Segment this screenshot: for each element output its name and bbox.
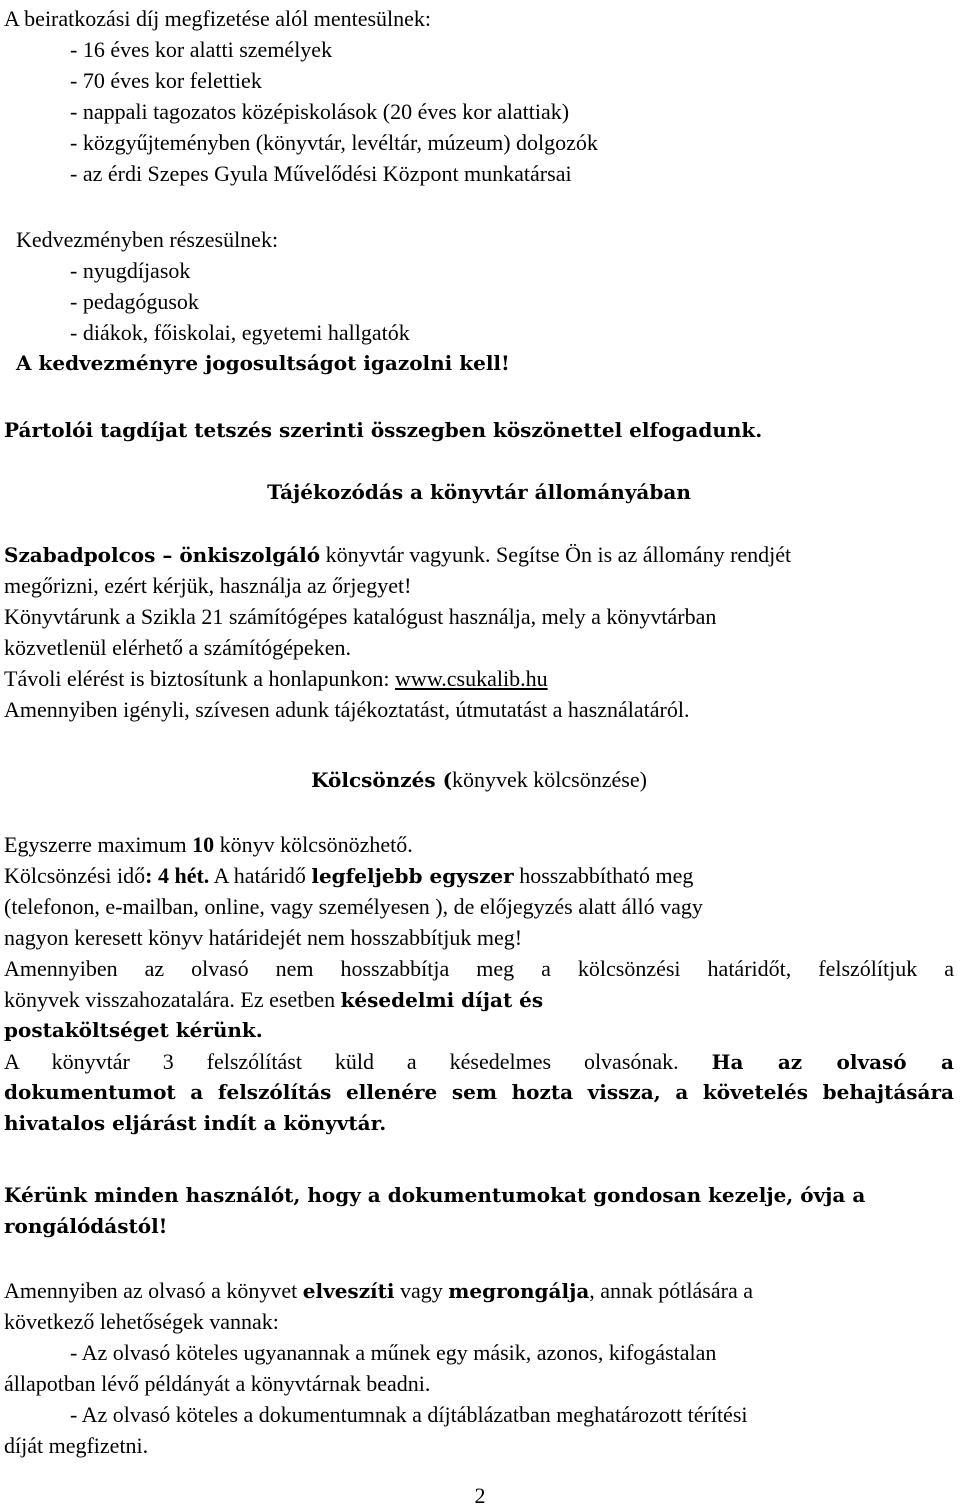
lending-notice-line1	[4, 1046, 954, 1077]
discount-note: A kedvezményre jogosultságot igazolni kell!	[16, 351, 510, 375]
lost-line1d: megrongálja	[448, 1279, 590, 1303]
lending-title-bold: Kölcsönzés (	[311, 768, 453, 792]
lending-notice-line1a: A könyvtár 3 felszólítást küld a késedelmes olvasónak.	[4, 1049, 712, 1074]
lending-late-line2a: könyvek visszahozatalára. Ez esetben	[4, 987, 341, 1012]
lost-section	[4, 1275, 954, 1461]
lending-late-line2	[4, 984, 954, 1015]
discount-item: - nyugdíjasok	[70, 258, 191, 283]
lending-notice-line3: hivatalos eljárást indít a könyvtár.	[4, 1111, 387, 1135]
orientation-title: Tájékozódás a könyvtár állományában	[267, 480, 691, 504]
exempt-item: - közgyűjteményben (könyvtár, levéltár, múzeum) dolgozók	[70, 130, 598, 155]
lending-late-line2b: késedelmi díjat és	[340, 988, 544, 1012]
exempt-section	[4, 3, 954, 189]
discount-item: - pedagógusok	[70, 289, 199, 314]
page-number: 2	[474, 1483, 486, 1508]
orientation-p2-line2: közvetlenül elérhető a számítógépeken.	[4, 635, 351, 660]
lending-section	[4, 764, 954, 795]
exempt-item: - nappali tagozatos középiskolások (20 éves kor alattiak)	[70, 99, 570, 124]
self-service-label: Szabadpolcos – önkiszolgáló	[4, 543, 321, 567]
lending-time-line2: (telefonon, e-mailban, online, vagy személyesen ), de előjegyzés alatt álló vagy	[4, 894, 703, 919]
orientation-p1	[4, 539, 954, 570]
lending-time-d: legfeljebb egyszer	[311, 864, 514, 888]
lost-line1c: vagy	[394, 1278, 449, 1303]
lending-time-a: Kölcsönzési idő	[4, 863, 146, 888]
care-line1: Kérünk minden használót, hogy a dokumentumokat gondosan kezelje, óvja a	[4, 1183, 866, 1207]
lost-line1e: , annak pótlására a	[589, 1278, 753, 1303]
exempt-item: - 70 éves kor felettiek	[70, 68, 262, 93]
lost-line2: következő lehetőségek vannak:	[4, 1309, 279, 1334]
lost-line1	[4, 1275, 954, 1306]
orientation-p4: Amennyiben igényli, szívesen adunk tájékoztatást, útmutatást a használatáról.	[4, 697, 690, 722]
discount-item: - diákok, főiskolai, egyetemi hallgatók	[70, 320, 410, 345]
lending-max	[4, 829, 954, 860]
exempt-heading: A beiratkozási díj megfizetése alól mentesülnek:	[4, 6, 432, 31]
lending-time	[4, 860, 954, 891]
lost-option-1-line1: - Az olvasó köteles ugyanannak a műnek egy másik, azonos, kifogástalan	[70, 1340, 717, 1365]
lending-late-line3: postaköltséget kérünk.	[4, 1018, 263, 1042]
discount-heading: Kedvezményben részesülnek:	[16, 227, 279, 252]
lost-option-2-line1: - Az olvasó köteles a dokumentumnak a díjtáblázatban meghatározott térítési	[70, 1402, 748, 1427]
lending-time-line3: nagyon keresett könyv határidejét nem hosszabbítjuk meg!	[4, 925, 523, 950]
lending-late-line1: Amennyiben az olvasó nem hosszabbítja meg a kölcsönzési határidőt, felszólítjuk a	[4, 956, 954, 981]
lending-title	[4, 764, 954, 795]
lending-time-e: hosszabbítható meg	[513, 863, 694, 888]
orientation-p3	[4, 663, 954, 694]
lost-line1b: elveszíti	[302, 1279, 395, 1303]
orientation-body	[4, 539, 954, 725]
lost-option-1-line2: állapotban lévő példányát a könyvtárnak beadni.	[4, 1371, 431, 1396]
lost-line1a: Amennyiben az olvasó a könyvet	[4, 1278, 303, 1303]
orientation-p2-line1: Könyvtárunk a Szikla 21 számítógépes katalógust használja, mely a könyvtárban	[4, 604, 717, 629]
lost-option-2-line2: díját megfizetni.	[4, 1433, 149, 1458]
orientation-p1-rest: könyvtár vagyunk. Segítse Ön is az állomány rendjét	[320, 542, 792, 567]
discount-section	[16, 224, 960, 379]
care-section	[4, 1180, 954, 1242]
care-line2: rongálódástól!	[4, 1214, 168, 1238]
remote-access-text: Távoli elérést is biztosítunk a honlapunkon:	[4, 666, 396, 691]
website-link[interactable]: www.csukalib.hu	[395, 666, 548, 691]
exempt-item: - 16 éves kor alatti személyek	[70, 37, 333, 62]
lending-time-c: A határidő	[209, 863, 312, 888]
lending-max-a: Egyszerre maximum	[4, 832, 193, 857]
lending-notice-line2: dokumentumot a felszólítás ellenére sem hozta vissza, a követelés behajtására	[4, 1080, 954, 1104]
lending-body	[4, 829, 954, 1139]
orientation-p1-line2: megőrizni, ezért kérjük, használja az őrjegyet!	[4, 573, 412, 598]
supporter-section	[4, 415, 954, 446]
lending-max-c: könyv kölcsönözhető.	[214, 832, 413, 857]
exempt-item: - az érdi Szepes Gyula Művelődési Központ munkatársai	[70, 161, 572, 186]
lending-title-rest: könyvek kölcsönzése)	[452, 767, 647, 792]
lending-notice-line1b: Ha az olvasó a	[711, 1050, 954, 1074]
lending-time-b: : 4 hét.	[145, 863, 210, 888]
orientation-section	[4, 477, 954, 508]
lending-max-count: 10	[192, 832, 215, 857]
supporter-text: Pártolói tagdíjat tetszés szerinti összegben köszönettel elfogadunk.	[4, 418, 763, 442]
